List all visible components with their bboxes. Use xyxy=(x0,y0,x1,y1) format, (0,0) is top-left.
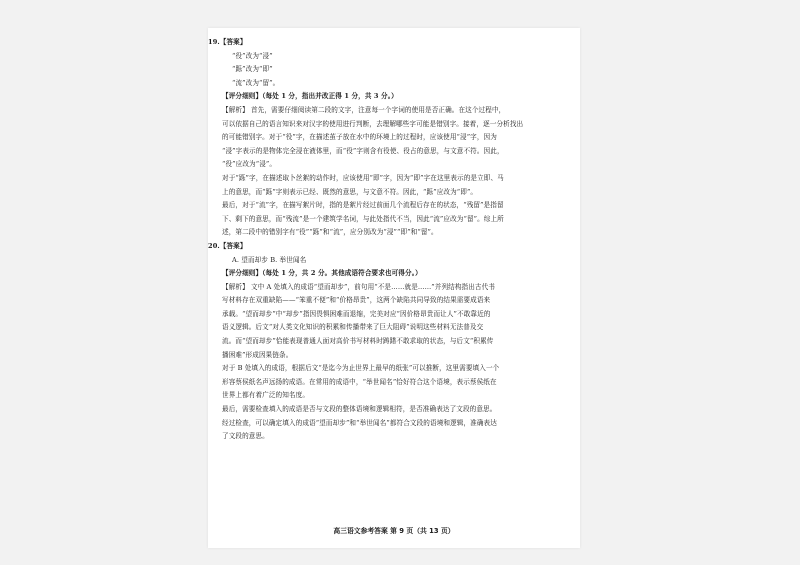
q20-analysis-line: 对于 B 处填入的成语，根据后文“是迄今为止世界上最早的纸张”可以推断，这里需要填入一个 xyxy=(222,364,500,373)
page-footer: 高三语文参考答案 第 9 页（共 13 页） xyxy=(333,527,455,535)
q20-analysis-line: 形容蔡侯纸名声远扬的成语。在常用的成语中，“举世闻名”恰好符合这个语境，表示蔡侯纸在 xyxy=(222,377,497,386)
q19-answer-1: “役”改为“浸” xyxy=(232,51,273,60)
q19-analysis-line: 最后，对于“流”字，在描写絮片时，指的是絮片经过前面几个流程后存在的状态，“残留”是指留 xyxy=(222,201,504,210)
q19-analysis-line: 述，第二段中的错别字有“役”“跞”和“流”，应分别改为“浸”“即”和“留”。 xyxy=(222,228,438,237)
q19-analysis-line: 的可能错别字。对于“役”字，在描述茧子放在水中的环境上的过程时，应该使用“浸”字，因为 xyxy=(222,133,497,142)
q20-analysis-line: 最后，需要检查填入的成语是否与文段的整体语境和逻辑相符，是否准确表达了文段的意思。 xyxy=(222,405,497,414)
q20-analysis-line: 写材料存在双重缺陷——“笨重不便”和“价格昂贵”，这两个缺陷共同导致的结果需要成语来 xyxy=(222,296,491,305)
q20-analysis-line: 播困难”形成因果链条。 xyxy=(222,350,293,359)
q20-analysis-line: 世界上都有着广泛的知名度。 xyxy=(222,391,310,400)
q19-analysis-line: 对于“跞”字，在描述取卜丝絮的动作时，应该使用“即”字，因为“即”字在这里表示的是立即、马 xyxy=(222,173,504,182)
answer-sheet-page xyxy=(208,28,580,548)
q19-header: 19.【答案】 xyxy=(208,38,247,46)
q19-analysis-line: 下、剩下的意思，而“残流”是一个建筑学名词，与此处指代不当，因此“流”应改为“留”。综上所 xyxy=(222,214,504,223)
page-content xyxy=(208,36,560,444)
q19-answer-2: “跞”改为“即” xyxy=(232,65,273,74)
q19-answer-3: “流”改为“留”。 xyxy=(232,78,280,87)
q20-scoring-title: 【评分细则】（每处 1 分，共 2 分。其他成语符合要求也可得分。） xyxy=(222,269,422,278)
q19-analysis-line: 上的意思，而“跞”字则表示已经、既然的意思，与文意不符。因此，“跞”应改为“即”。 xyxy=(222,187,478,196)
q20-analysis-line: 语义逻辑。后文“对人类文化知识的积累和传播带来了巨大阻碍”说明这些材料无法普及交 xyxy=(222,323,484,332)
q20-answer: A. 望而却步 B. 举世闻名 xyxy=(232,255,307,264)
q19-analysis-line: “浸”字表示的是物体完全浸在液体里，而“役”字则含有役使、役占的意思，与文意不符。因此， xyxy=(222,146,504,155)
q20-analysis-line: 经过检查，可以确定填入的成语“望而却步”和“举世闻名”都符合文段的语境和逻辑，准确表达 xyxy=(222,418,497,427)
q20-header: 20.【答案】 xyxy=(208,241,247,250)
q20-analysis-line: 承载。“望而却步”中“却步”指因畏惧困难而退缩，完美对应“因价格昂贵而让人”不敢靠近的 xyxy=(222,309,491,318)
q19-analysis-line: 【解析】 首先，需要仔细阅读第二段的文字，注意每一个字词的使用是否正确。在这个过程中， xyxy=(222,105,506,114)
q19-scoring-title: 【评分细则】（每处 1 分，指出并改正得 1 分，共 3 分。） xyxy=(222,92,398,101)
q19-analysis-line: “役”应改为“浸”。 xyxy=(222,160,277,169)
q20-analysis-line: 【解析】 文中 A 处填入的成语“望而却步”，前句用“不是……就是……”并列结构指出古代书 xyxy=(222,282,496,291)
q19-analysis-line: 可以依据自己的语言知识来对汉字的使用进行判断，去理解哪些字可能是错别字。接着，逐一分析找出 xyxy=(222,119,524,128)
q20-analysis-line: 流。而“望而却步”恰能表现普通人面对高价书写材料时踌躇不敢求取的状态，与后文“积累传 xyxy=(222,337,494,346)
q20-analysis-line: 了文段的意思。 xyxy=(222,432,269,441)
